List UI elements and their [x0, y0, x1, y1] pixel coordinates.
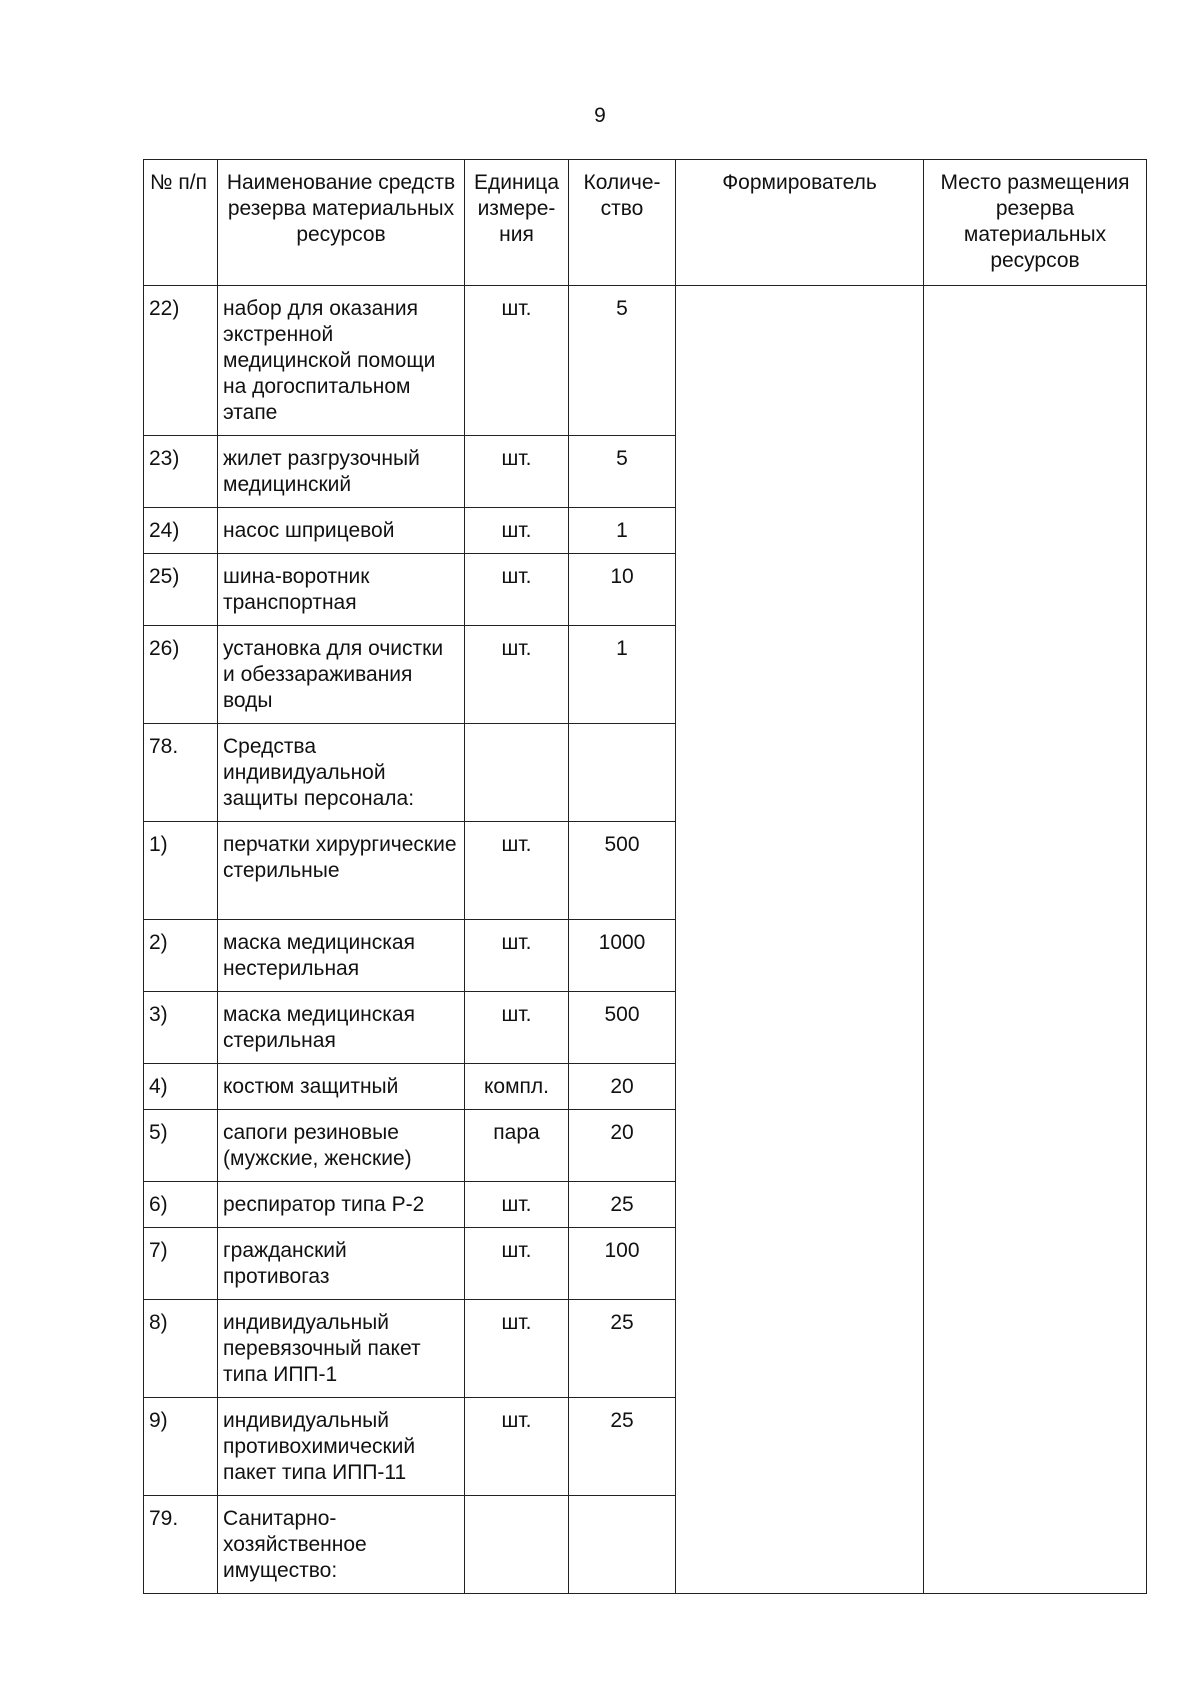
- row-quantity: 1: [569, 508, 676, 554]
- row-name: шина-воротник транспортная: [218, 554, 465, 626]
- row-number: 1): [144, 822, 218, 920]
- row-quantity: 500: [569, 992, 676, 1064]
- row-name: сапоги резиновые (мужские, женские): [218, 1110, 465, 1182]
- row-number: 24): [144, 508, 218, 554]
- row-number: 23): [144, 436, 218, 508]
- row-unit: шт.: [465, 508, 569, 554]
- row-number: 4): [144, 1064, 218, 1110]
- row-unit: пара: [465, 1110, 569, 1182]
- row-number: 9): [144, 1398, 218, 1496]
- row-name: респиратор типа Р-2: [218, 1182, 465, 1228]
- row-unit: [465, 1496, 569, 1594]
- row-quantity: 500: [569, 822, 676, 920]
- row-number: 5): [144, 1110, 218, 1182]
- row-unit: шт.: [465, 286, 569, 436]
- row-number: 6): [144, 1182, 218, 1228]
- row-unit: шт.: [465, 992, 569, 1064]
- row-quantity: 20: [569, 1110, 676, 1182]
- row-unit: шт.: [465, 822, 569, 920]
- row-name: индивидуальный противохимический пакет типа ИПП-11: [218, 1398, 465, 1496]
- table-header: [144, 160, 1147, 286]
- row-number: 7): [144, 1228, 218, 1300]
- row-number: 22): [144, 286, 218, 436]
- former-cell: [676, 286, 924, 1594]
- row-number: 78.: [144, 724, 218, 822]
- row-name: костюм защитный: [218, 1064, 465, 1110]
- row-quantity: 100: [569, 1228, 676, 1300]
- location-cell: [924, 286, 1147, 1594]
- table-row: [144, 286, 1147, 436]
- row-quantity: 25: [569, 1182, 676, 1228]
- row-unit: шт.: [465, 626, 569, 724]
- row-name: жилет разгрузочный медицинский: [218, 436, 465, 508]
- row-quantity: 1000: [569, 920, 676, 992]
- row-quantity: 25: [569, 1398, 676, 1496]
- row-unit: шт.: [465, 1398, 569, 1496]
- row-unit: компл.: [465, 1064, 569, 1110]
- page-number: 9: [594, 104, 606, 127]
- row-quantity: [569, 724, 676, 822]
- row-unit: шт.: [465, 920, 569, 992]
- table-body: [144, 286, 1147, 1594]
- row-name: Санитарно-хозяйственное имущество:: [218, 1496, 465, 1594]
- header-location: Место размещения резерва материальных ресурсов: [924, 160, 1147, 286]
- row-quantity: 10: [569, 554, 676, 626]
- row-number: 25): [144, 554, 218, 626]
- row-name: маска медицинская стерильная: [218, 992, 465, 1064]
- header-number: № п/п: [144, 160, 218, 286]
- row-number: 8): [144, 1300, 218, 1398]
- reserve-table: [143, 159, 1147, 1594]
- row-name: гражданский противогаз: [218, 1228, 465, 1300]
- header-name: Наименование средств резерва материальных ресурсов: [218, 160, 465, 286]
- row-name: набор для оказания экстренной медицинской помощи на догоспитальном этапе: [218, 286, 465, 436]
- row-name: маска медицинская нестерильная: [218, 920, 465, 992]
- row-quantity: 5: [569, 436, 676, 508]
- row-name: Средства индивидуальной защиты персонала:: [218, 724, 465, 822]
- row-name: перчатки хирургические стерильные: [218, 822, 465, 920]
- row-unit: шт.: [465, 554, 569, 626]
- row-quantity: [569, 1496, 676, 1594]
- row-quantity: 25: [569, 1300, 676, 1398]
- row-number: 79.: [144, 1496, 218, 1594]
- header-row: [144, 160, 1147, 286]
- row-number: 3): [144, 992, 218, 1064]
- row-name: установка для очистки и обеззараживания воды: [218, 626, 465, 724]
- header-former: Формирователь: [676, 160, 924, 286]
- row-name: насос шприцевой: [218, 508, 465, 554]
- row-number: 2): [144, 920, 218, 992]
- row-unit: шт.: [465, 436, 569, 508]
- row-unit: шт.: [465, 1182, 569, 1228]
- row-unit: шт.: [465, 1228, 569, 1300]
- row-unit: шт.: [465, 1300, 569, 1398]
- row-quantity: 1: [569, 626, 676, 724]
- header-unit: Единица измере-ния: [465, 160, 569, 286]
- row-unit: [465, 724, 569, 822]
- row-number: 26): [144, 626, 218, 724]
- row-quantity: 5: [569, 286, 676, 436]
- row-name: индивидуальный перевязочный пакет типа ИПП-1: [218, 1300, 465, 1398]
- header-quantity: Количе-ство: [569, 160, 676, 286]
- row-quantity: 20: [569, 1064, 676, 1110]
